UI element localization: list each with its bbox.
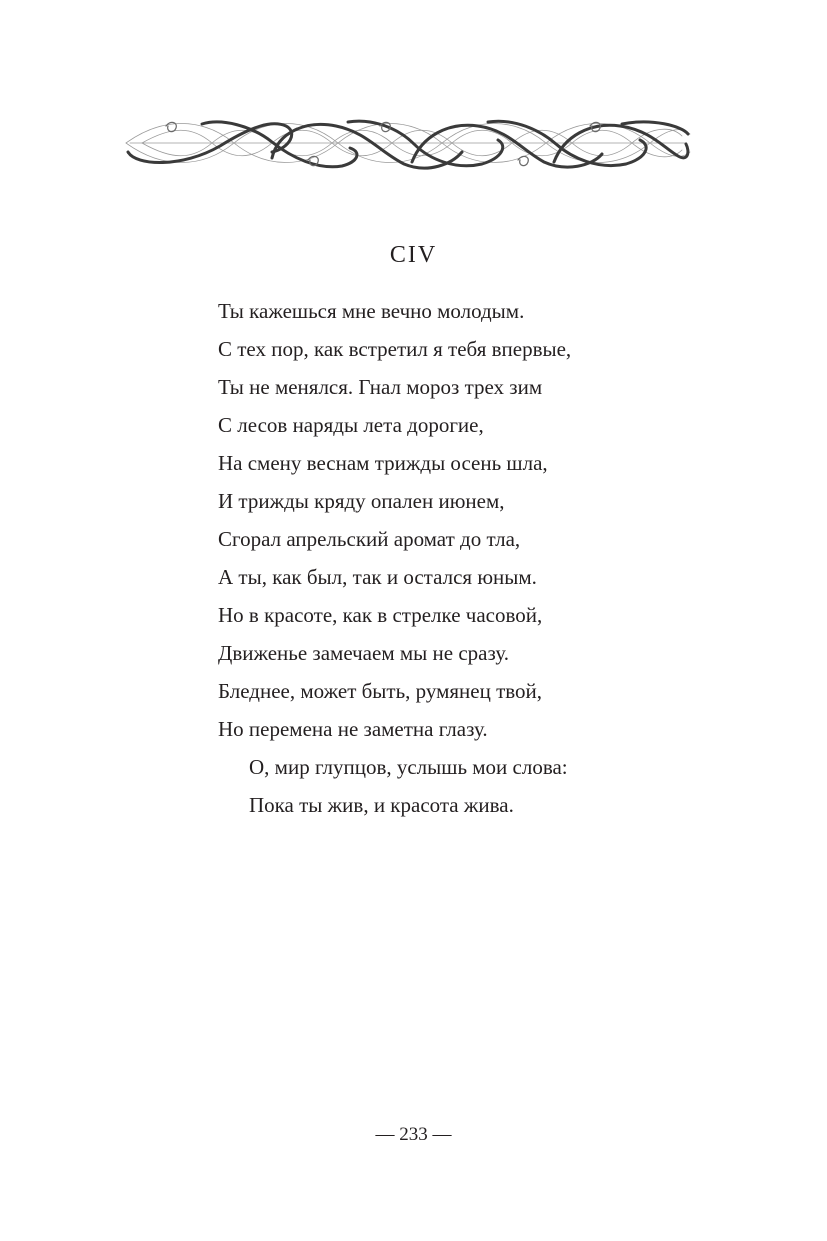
page-number: — 233 — <box>375 1124 452 1145</box>
poem-line: На смену веснам трижды осень шла, <box>218 451 548 475</box>
couplet-line: О, мир глупцов, услышь мои слова: <box>249 755 568 779</box>
poem-line: Движенье замечаем мы не сразу. <box>218 641 509 665</box>
poem-line: Но в красоте, как в стрелке часовой, <box>218 603 543 627</box>
poem-line: Сгорал апрельский аромат до тла, <box>218 527 521 551</box>
poem-body <box>218 292 738 824</box>
poem-line: И трижды кряду опален июнем, <box>218 489 505 513</box>
poem-line: Но перемена не заметна глазу. <box>218 717 488 741</box>
decorative-flourish-ornament <box>122 112 694 174</box>
poem-line: Бледнее, может быть, румянец твой, <box>218 679 543 703</box>
poem-title: CIV <box>389 242 438 268</box>
poem-line: С тех пор, как встретил я тебя впервые, <box>218 337 572 361</box>
poem-line: Ты не менялся. Гнал мороз трех зим <box>218 375 543 399</box>
couplet-line: Пока ты жив, и красота жива. <box>249 793 514 817</box>
poem-line: А ты, как был, так и остался юным. <box>218 565 537 589</box>
poem-line: Ты кажешься мне вечно молодым. <box>218 299 525 323</box>
poem-line: С лесов наряды лета дорогие, <box>218 413 484 437</box>
